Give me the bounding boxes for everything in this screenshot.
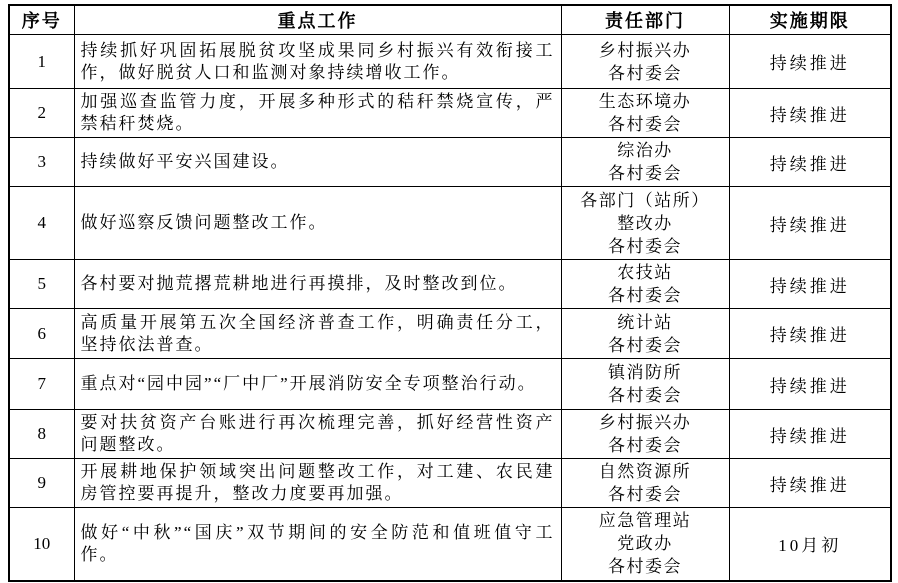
- table-row: [9, 35, 891, 89]
- header-row: [9, 5, 891, 35]
- dept-line: 各村委会: [608, 557, 682, 577]
- task-text: 做好巡察反馈问题整改工作。: [74, 187, 561, 260]
- dept-line: 各村委会: [608, 335, 682, 355]
- row-number: 3: [9, 138, 74, 187]
- dept-cell: [561, 459, 729, 508]
- dept-line: 各村委会: [608, 164, 682, 183]
- task-text: 持续抓好巩固拓展脱贫攻坚成果同乡村振兴有效衔接工作，做好脱贫人口和监测对象持续增收工作。: [74, 35, 561, 89]
- row-number: 2: [9, 89, 74, 138]
- deadline-text: 持续推进: [729, 309, 891, 359]
- row-number: 10: [9, 508, 74, 581]
- task-text: 持续做好平安兴国建设。: [74, 138, 561, 187]
- header-department: 责任部门: [561, 5, 729, 35]
- row-number: 5: [9, 260, 74, 309]
- header-task: 重点工作: [74, 5, 561, 35]
- table-row: [9, 138, 891, 187]
- dept-cell: [561, 89, 729, 138]
- dept-cell: [561, 260, 729, 309]
- deadline-text: 持续推进: [729, 187, 891, 260]
- task-text: 开展耕地保护领域突出问题整改工作，对工建、农民建房管控要再提升，整改力度要再加强。: [74, 459, 561, 508]
- row-number: 4: [9, 187, 74, 260]
- deadline-text: 持续推进: [729, 359, 891, 410]
- task-text: 做好“中秋”“国庆”双节期间的安全防范和值班值守工作。: [74, 508, 561, 581]
- table-row: [9, 359, 891, 410]
- dept-cell: [561, 359, 729, 410]
- header-number: 序号: [9, 5, 74, 35]
- row-number: 8: [9, 410, 74, 459]
- dept-line: 乡村振兴办: [598, 40, 692, 60]
- dept-cell: [561, 410, 729, 459]
- dept-line: 各村委会: [608, 236, 682, 256]
- dept-line: 各村委会: [608, 386, 682, 405]
- table-row: [9, 309, 891, 359]
- table-body: [9, 35, 891, 581]
- task-text: 重点对“园中园”“厂中厂”开展消防安全专项整治行动。: [74, 359, 561, 410]
- row-number: 6: [9, 309, 74, 359]
- dept-cell: [561, 35, 729, 89]
- task-text: 加强巡查监管力度，开展多种形式的秸秆禁烧宣传，严禁秸秆焚烧。: [74, 89, 561, 138]
- dept-line: 统计站: [617, 312, 673, 332]
- dept-cell: [561, 187, 729, 260]
- deadline-text: 持续推进: [729, 35, 891, 89]
- dept-line: 农技站: [617, 263, 673, 282]
- row-number: 7: [9, 359, 74, 410]
- table-row: [9, 89, 891, 138]
- task-text: 各村要对抛荒撂荒耕地进行再摸排，及时整改到位。: [74, 260, 561, 309]
- dept-line: 综治办: [617, 141, 673, 160]
- dept-cell: [561, 309, 729, 359]
- dept-cell: [561, 138, 729, 187]
- deadline-text: 持续推进: [729, 459, 891, 508]
- table-row: [9, 187, 891, 260]
- dept-line: 镇消防所: [608, 363, 682, 382]
- dept-line: 整改办: [617, 213, 673, 233]
- table-row: [9, 410, 891, 459]
- table-row: [9, 260, 891, 309]
- deadline-text: 持续推进: [729, 260, 891, 309]
- dept-line: 乡村振兴办: [598, 413, 692, 432]
- dept-line: 各村委会: [608, 115, 682, 134]
- row-number: 9: [9, 459, 74, 508]
- dept-line: 党政办: [617, 534, 673, 554]
- table-row: [9, 459, 891, 508]
- deadline-text: 持续推进: [729, 89, 891, 138]
- dept-cell: [561, 508, 729, 581]
- deadline-text: 持续推进: [729, 138, 891, 187]
- dept-line: 各村委会: [608, 485, 682, 504]
- table-row: [9, 508, 891, 581]
- row-number: 1: [9, 35, 74, 89]
- dept-line: 各村委会: [608, 286, 682, 305]
- dept-line: 生态环境办: [598, 92, 692, 111]
- dept-line: 自然资源所: [598, 462, 692, 481]
- dept-line: 各村委会: [608, 436, 682, 455]
- work-plan-table: [8, 4, 892, 582]
- task-text: 高质量开展第五次全国经济普查工作，明确责任分工，坚持依法普查。: [74, 309, 561, 359]
- deadline-text: 持续推进: [729, 410, 891, 459]
- dept-line: 各村委会: [608, 63, 682, 83]
- header-deadline: 实施期限: [729, 5, 891, 35]
- deadline-text: 10月初: [729, 508, 891, 581]
- dept-line: 应急管理站: [598, 511, 692, 531]
- dept-line: 各部门（站所）: [580, 190, 710, 210]
- task-text: 要对扶贫资产台账进行再次梳理完善，抓好经营性资产问题整改。: [74, 410, 561, 459]
